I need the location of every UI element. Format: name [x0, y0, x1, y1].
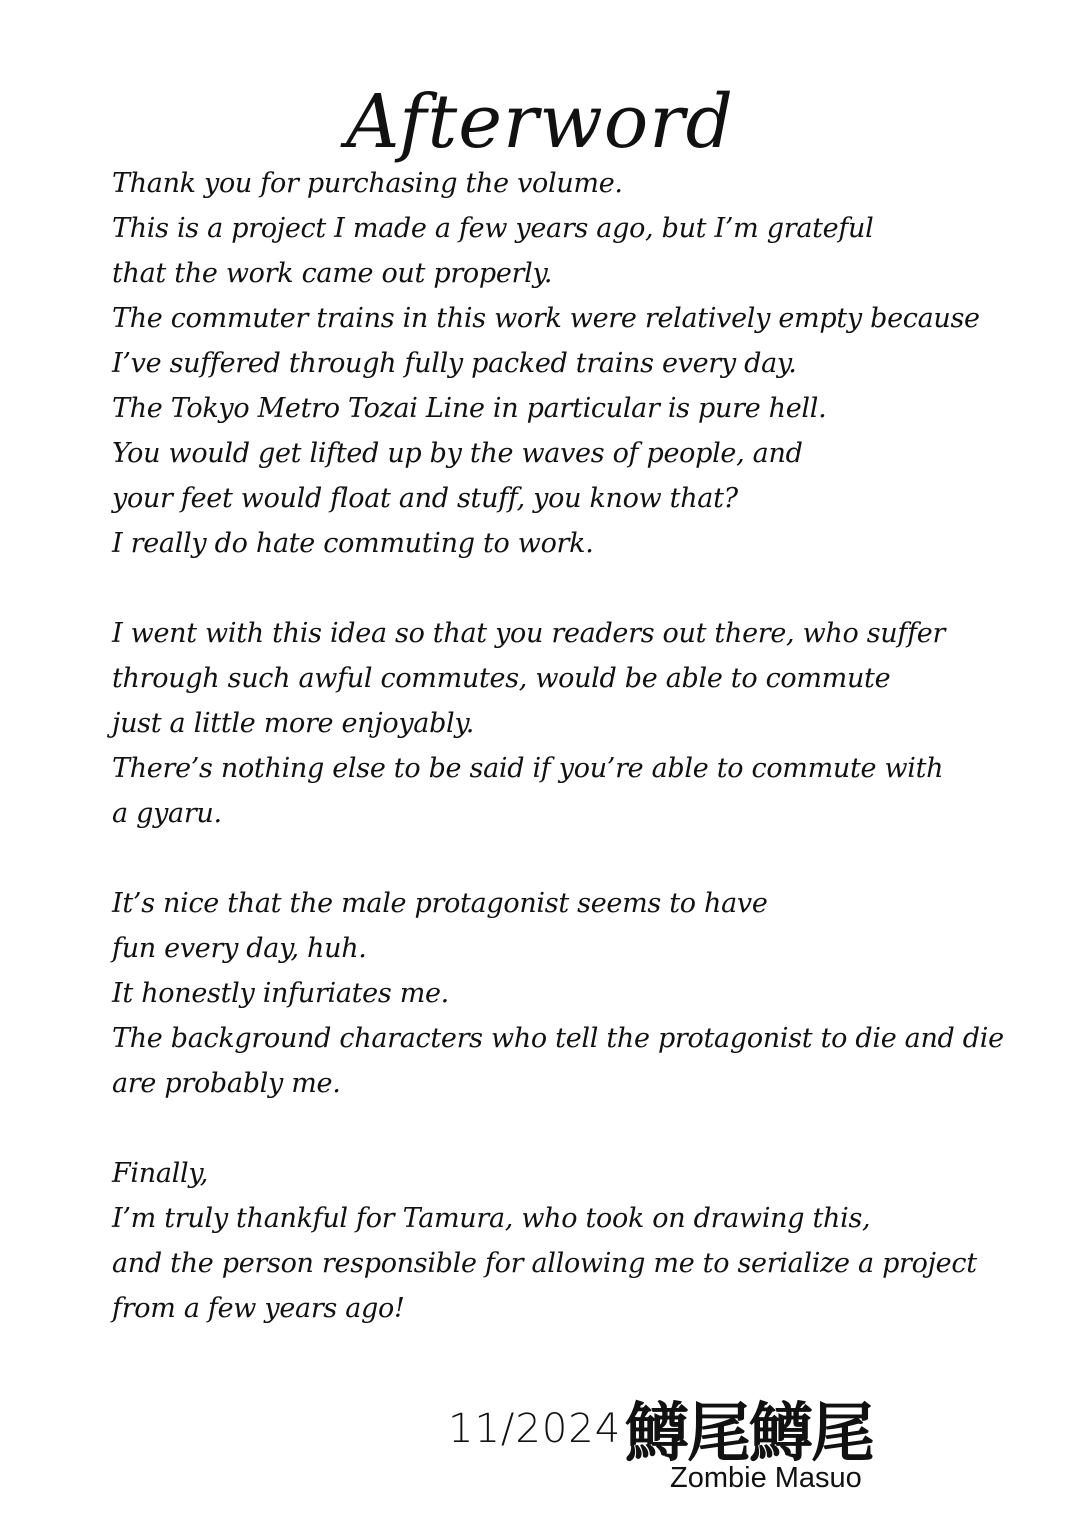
- body-line: The Tokyo Metro Tozai Line in particular is pure hell.: [112, 393, 827, 424]
- signature-japanese-name: 鱒尾鱒尾: [625, 1397, 873, 1471]
- signature-block: [440, 1388, 960, 1498]
- body-line: from a few years ago!: [112, 1293, 405, 1324]
- page-title: Afterword: [345, 78, 735, 165]
- body-line: I’ve suffered through fully packed trains every day.: [112, 348, 797, 379]
- body-line: a gyaru.: [112, 798, 222, 829]
- body-line: It’s nice that the male protagonist seems to have: [112, 888, 768, 919]
- signature-date: 11/2024: [448, 1406, 622, 1452]
- body-line: just a little more enjoyably.: [112, 708, 475, 739]
- body-line: I’m truly thankful for Tamura, who took on drawing this,: [112, 1203, 871, 1234]
- body-line: and the person responsible for allowing me to serialize a project: [112, 1248, 977, 1279]
- body-line: I really do hate commuting to work.: [112, 528, 594, 559]
- body-line: Thank you for purchasing the volume.: [112, 168, 623, 199]
- body-line: There’s nothing else to be said if you’re able to commute with: [112, 753, 944, 784]
- body-line: Finally,: [112, 1158, 208, 1189]
- body-line: through such awful commutes, would be able to commute: [112, 663, 891, 694]
- body-line: The background characters who tell the protagonist to die and die: [112, 1023, 1004, 1054]
- author-name: Zombie Masuo: [670, 1462, 862, 1494]
- body-line: The commuter trains in this work were relatively empty because: [112, 303, 980, 334]
- body-line: are probably me.: [112, 1068, 341, 1099]
- body-line: You would get lifted up by the waves of people, and: [112, 438, 803, 469]
- body-line: I went with this idea so that you readers out there, who suffer: [112, 618, 946, 649]
- body-line: It honestly infuriates me.: [112, 978, 449, 1009]
- body-line: that the work came out properly.: [112, 258, 553, 289]
- body-line: This is a project I made a few years ago, but I’m grateful: [112, 213, 874, 244]
- body-line: your feet would float and stuff, you know that?: [112, 483, 738, 514]
- body-line: fun every day, huh.: [112, 933, 367, 964]
